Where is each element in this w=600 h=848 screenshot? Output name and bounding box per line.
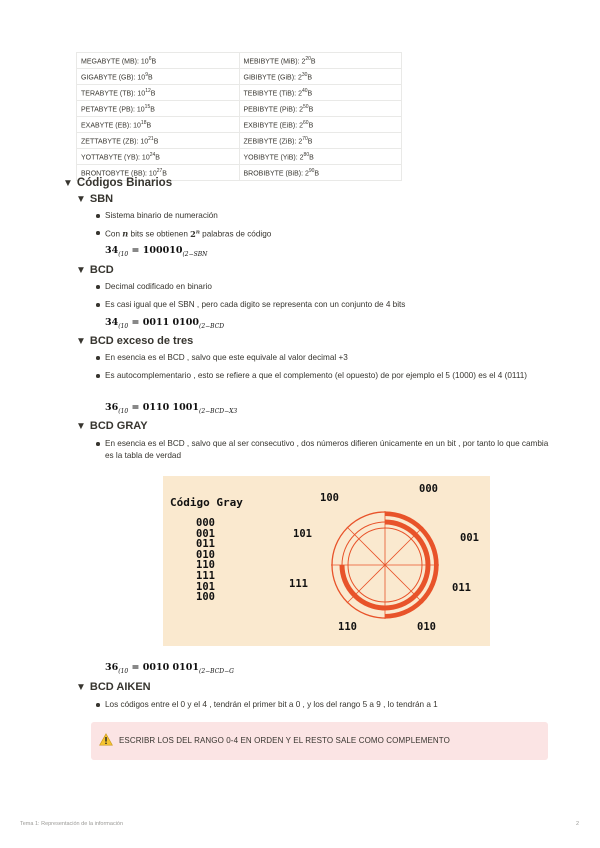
table-cell-left: TERABYTE (TB): $10^{12}B$ xyxy=(77,85,240,101)
list-item-text: Decimal codificado en binario xyxy=(105,282,212,291)
subsection-title: BCD xyxy=(89,264,114,276)
formula-bcd-gray: $36_{(10} = 0010$ $0101_{(2-BCD-G}$ xyxy=(105,662,234,675)
table-row xyxy=(77,101,402,117)
formula-bcd: $34_{(10} = 0011$ $0100_{(2-BCD}$ xyxy=(105,317,225,330)
table-cell-right: YOBIBYTE (YiB): $2^{80}B$ xyxy=(239,149,402,165)
toggle-bcd-exceso[interactable] xyxy=(76,335,193,347)
table-cell-right: PEBIBYTE (PiB): $2^{50}B$ xyxy=(239,101,402,117)
gray-code: 001 xyxy=(196,527,215,540)
list-item-text: Es autocomplementario , esto se refiere a que el complemento (el opuesto) de por ejemplo el 5 (1000) es el 4 (0111) xyxy=(105,371,528,380)
gray-code: 101 xyxy=(196,580,215,593)
subsection-title: SBN xyxy=(89,193,114,205)
gray-figure-title: Código Gray xyxy=(170,496,243,509)
list-item-text: bits se obtienen xyxy=(128,229,191,239)
subsection-title: BCD exceso de tres xyxy=(89,335,194,347)
toggle-codigos-binarios[interactable] xyxy=(63,177,172,189)
math-n: n xyxy=(122,228,129,239)
list-item xyxy=(105,438,550,461)
gray-code: 110 xyxy=(196,559,215,572)
table-cell-right: TEBIBYTE (TiB): $2^{40}B$ xyxy=(239,85,402,101)
table-cell-left: BRONTOBYTE (BB): $10^{27}B$ xyxy=(77,165,240,181)
toggle-triangle-icon[interactable]: ▼ xyxy=(76,421,86,432)
list-item-text: Sistema binario de numeración xyxy=(105,211,218,220)
table-row xyxy=(77,149,402,165)
wheel-label-bottom-right: 010 xyxy=(417,621,436,633)
list-item-text: Con xyxy=(105,229,123,239)
table-cell-right: BROBIBYTE (BiB): $2^{90}B$ xyxy=(239,165,402,181)
table-cell-right: GIBIBYTE (GiB): $2^{30}B$ xyxy=(239,69,402,85)
toggle-bcd-aiken[interactable] xyxy=(76,681,151,693)
wheel-label-right-low: 011 xyxy=(452,582,471,594)
list-item-text: palabras de código xyxy=(199,229,272,239)
list-item xyxy=(105,281,212,293)
subsection-title: BCD AIKEN xyxy=(89,681,151,693)
section-title: Códigos Binarios xyxy=(76,177,173,189)
warning-callout xyxy=(91,722,548,760)
callout-text: ESCRIBR LOS DEL RANGO 0-4 EN ORDEN Y EL RESTO SALE COMO COMPLEMENTO xyxy=(119,736,450,745)
gray-code: 010 xyxy=(196,548,215,561)
table-cell-right: EXBIBYTE (EiB): $2^{60}B$ xyxy=(239,117,402,133)
table-row xyxy=(77,69,402,85)
table-cell-left: MEGABYTE (MB): $10^6B$ xyxy=(77,53,240,69)
table-row xyxy=(77,117,402,133)
list-item-text: En esencia es el BCD , salvo que este equivale al valor decimal +3 xyxy=(105,353,348,362)
toggle-triangle-icon[interactable]: ▼ xyxy=(76,336,86,347)
toggle-bcd[interactable] xyxy=(76,264,114,276)
table-cell-left: GIGABYTE (GB): $10^9B$ xyxy=(77,69,240,85)
list-item-text: Es casi igual que el SBN , pero cada digito se representa con un conjunto de 4 bits xyxy=(105,300,406,309)
table-row xyxy=(77,133,402,149)
gray-code: 000 xyxy=(196,517,215,529)
wheel-label-left-low: 111 xyxy=(289,578,308,590)
footer-title: Tema 1: Representación de la información xyxy=(20,821,124,827)
wheel-label-top-right: 000 xyxy=(419,483,438,495)
math-power: 2$^n$ xyxy=(190,228,200,239)
gray-code-figure xyxy=(163,476,490,646)
toggle-sbn[interactable] xyxy=(76,193,113,205)
warning-icon xyxy=(99,733,113,746)
gray-code: 100 xyxy=(196,591,215,604)
table-row xyxy=(77,85,402,101)
toggle-triangle-icon[interactable]: ▼ xyxy=(76,194,86,205)
subsection-title: BCD GRAY xyxy=(89,420,148,432)
table-cell-left: ZETTABYTE (ZB): $10^{21}B$ xyxy=(77,133,240,149)
table-cell-right: MEBIBYTE (MiB): $2^{20}B$ xyxy=(239,53,402,69)
formula-bcd-exceso: $36_{(10} = 0110$ $1001_{(2-BCD-X3}$ xyxy=(105,402,238,415)
list-item xyxy=(105,352,348,364)
units-table xyxy=(76,52,402,181)
table-row xyxy=(77,53,402,69)
table-cell-left: YOTTABYTE (YB): $10^{24}B$ xyxy=(77,149,240,165)
gray-code-list xyxy=(196,518,215,603)
list-item-text: Los códigos entre el 0 y el 4 , tendrán el primer bit a 0 , y los del rango 5 a 9 , lo tendrán a 1 xyxy=(105,700,438,709)
wheel-label-top: 100 xyxy=(320,492,339,504)
wheel-label-right: 001 xyxy=(460,532,479,544)
list-item xyxy=(105,370,550,382)
list-item xyxy=(105,210,218,222)
table-cell-left: PETABYTE (PB): $10^{15}B$ xyxy=(77,101,240,117)
list-item xyxy=(105,227,271,240)
wheel-label-bottom: 110 xyxy=(338,621,357,633)
gray-code: 111 xyxy=(196,569,215,582)
formula-sbn: $34_{(10} = 100010_{(2-SBN}$ xyxy=(105,245,208,258)
list-item xyxy=(105,699,438,711)
table-cell-left: EXABYTE (EB): $10^{18}B$ xyxy=(77,117,240,133)
list-item xyxy=(105,299,405,311)
toggle-bcd-gray[interactable] xyxy=(76,420,148,432)
toggle-triangle-icon[interactable]: ▼ xyxy=(76,265,86,276)
toggle-triangle-icon[interactable]: ▼ xyxy=(63,178,73,189)
toggle-triangle-icon[interactable]: ▼ xyxy=(76,682,86,693)
page-number: 2 xyxy=(576,821,580,827)
wheel-label-left: 101 xyxy=(293,528,312,540)
gray-code: 011 xyxy=(196,538,215,551)
table-cell-right: ZEBIBYTE (ZiB): $2^{70}B$ xyxy=(239,133,402,149)
list-item-text: En esencia es el BCD , salvo que al ser consecutivo , dos números difieren únicamente en un bit , por tanto lo que cambia es la tabla de verdad xyxy=(105,439,549,460)
